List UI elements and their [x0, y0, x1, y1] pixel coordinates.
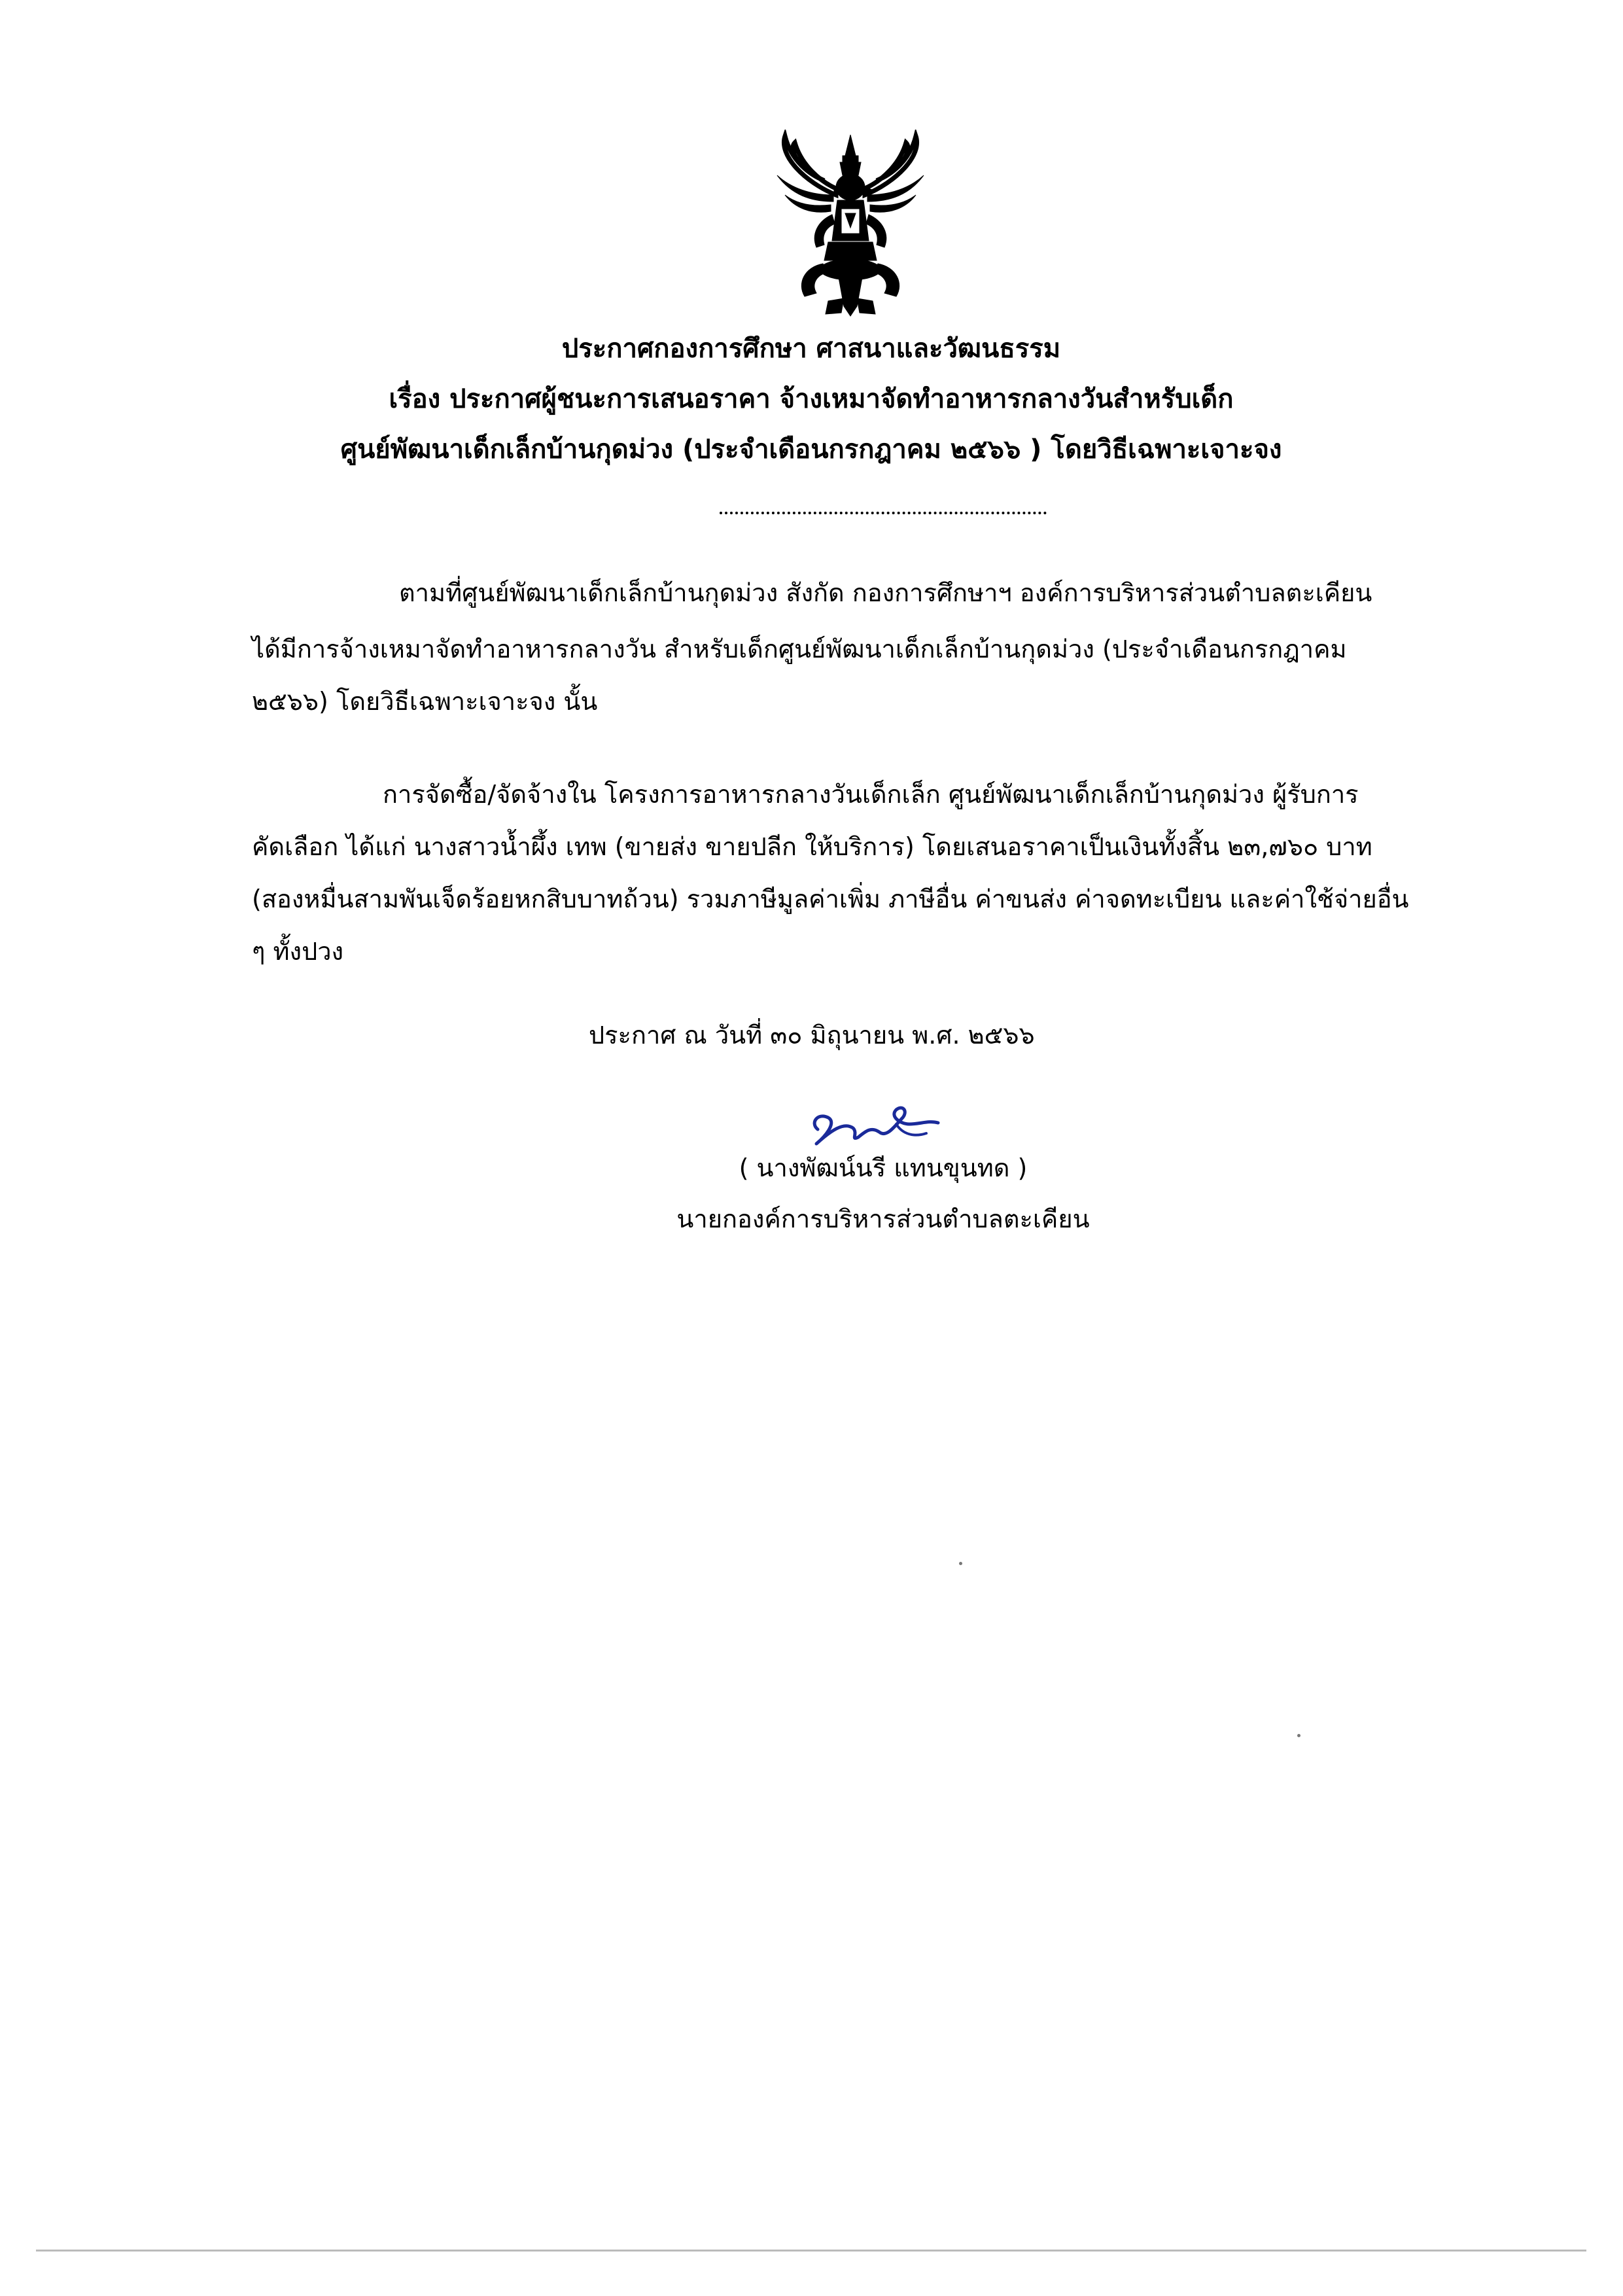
signatory-title: นายกองค์การบริหารส่วนตำบลตะเคียน: [676, 1205, 1090, 1233]
paragraph-1-line-3: ๒๕๖๖) โดยวิธีเฉพาะเจาะจง นั้น: [252, 687, 598, 716]
announcement-subject-continued: ศูนย์พัฒนาเด็กเล็กบ้านกุดม่วง (ประจำเดือนกรกฎาคม ๒๕๖๖ ) โดยวิธีเฉพาะเจาะจง: [340, 434, 1282, 465]
dotted-divider: [720, 512, 1047, 517]
scan-speck: [1297, 1734, 1300, 1737]
scan-speck: [959, 1562, 962, 1565]
garuda-emblem-icon: [765, 130, 935, 319]
announcement-heading: ประกาศกองการศึกษา ศาสนาและวัฒนธรรม: [561, 334, 1061, 364]
paragraph-2-line-4: ๆ ทั้งปวง: [252, 937, 344, 966]
announcement-subject: เรื่อง ประกาศผู้ชนะการเสนอราคา จ้างเหมาจัดทำอาหารกลางวันสำหรับเด็ก: [389, 384, 1234, 414]
paragraph-2-line-3: (สองหมื่นสามพันเจ็ดร้อยหกสิบบาทถ้วน) รวมภาษีมูลค่าเพิ่ม ภาษีอื่น ค่าขนส่ง ค่าจดทะเบียน และค่าใช้จ่ายอื่น: [252, 885, 1409, 913]
scan-edge-line: [36, 2250, 1586, 2252]
signatory-name: ( นางพัฒน์นรี แทนขุนทด ): [739, 1154, 1028, 1182]
announcement-date: ประกาศ ณ วันที่ ๓๐ มิถุนายน พ.ศ. ๒๕๖๖: [589, 1021, 1035, 1050]
paragraph-2-line-2: คัดเลือก ได้แก่ นางสาวน้ำผึ้ง เทพ (ขายส่ง ขายปลีก ให้บริการ) โดยเสนอราคาเป็นเงินทั้งสิ้น ๒๓,๗๖๐ บาท: [252, 832, 1372, 861]
paragraph-1-line-2: ได้มีการจ้างเหมาจัดทำอาหารกลางวัน สำหรับเด็กศูนย์พัฒนาเด็กเล็กบ้านกุดม่วง (ประจำเดือนกรกฎาคม: [252, 635, 1347, 663]
paragraph-1-line-1: ตามที่ศูนย์พัฒนาเด็กเล็กบ้านกุดม่วง สังกัด กองการศึกษาฯ องค์การบริหารส่วนตำบลตะเคียน: [399, 578, 1372, 607]
paragraph-2-line-1: การจัดซื้อ/จัดจ้างใน โครงการอาหารกลางวันเด็กเล็ก ศูนย์พัฒนาเด็กเล็กบ้านกุดม่วง ผู้รับการ: [383, 780, 1359, 809]
